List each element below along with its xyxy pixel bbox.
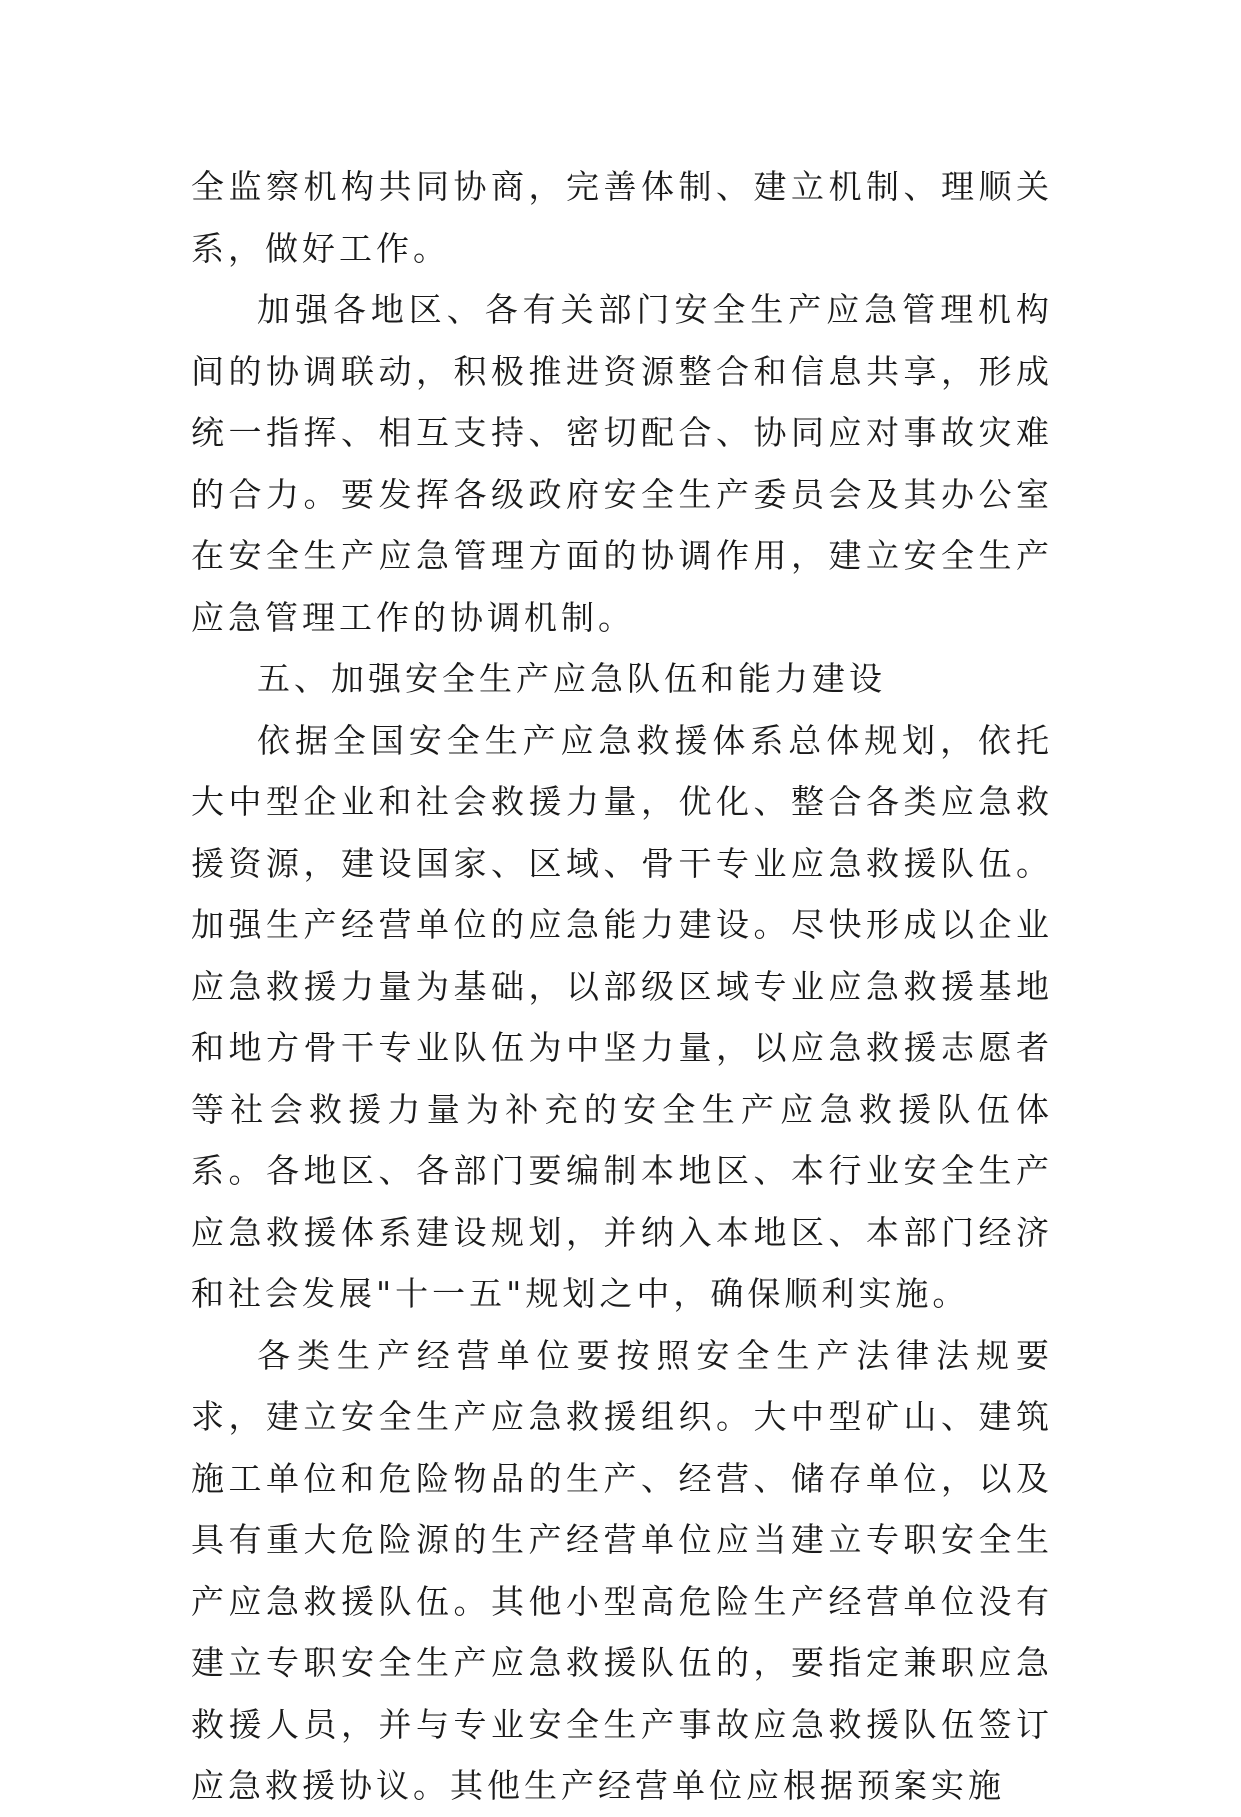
paragraph-continuation: 全监察机构共同协商，完善体制、建立机制、理顺关系，做好工作。 [191,167,1053,268]
paragraph-rescue-system: 依据全国安全生产应急救援体系总体规划，依托大中型企业和社会救援力量，优化、整合各类应急救援资源，建设国家、区域、骨干专业应急救援队伍。加强生产经营单位的应急能力建设。尽快形成以企业应急救援力量为基础，以部级区域专业应急救援基地和地方骨干专业队伍为中坚力量，以应急救援志愿者等社会救援力量为补充的安全生产应急救援队伍体系。各地区、各部门要编制本地区、本行业安全生产应急救援体系建设规划，并纳入本地区、本部门经济和社会发展"十一五"规划之中，确保顺利实施。 [191,720,1053,1313]
paragraph-coordination: 加强各地区、各有关部门安全生产应急管理机构间的协调联动，积极推进资源整合和信息共享，形成统一指挥、相互支持、密切配合、协同应对事故灾难的合力。要发挥各级政府安全生产委员会及其办公室在安全生产应急管理方面的协调作用，建立安全生产应急管理工作的协调机制。 [191,290,1053,637]
section-heading: 五、加强安全生产应急队伍和能力建设 [257,659,886,698]
document-body [191,156,1053,1817]
paragraph-enterprise-rescue: 各类生产经营单位要按照安全生产法律法规要求，建立安全生产应急救援组织。大中型矿山、建筑施工单位和危险物品的生产、经营、储存单位，以及具有重大危险源的生产经营单位应当建立专职安全生产应急救援队伍。其他小型高危险生产经营单位没有建立专职安全生产应急救援队伍的，要指定兼职应急救援人员，并与专业安全生产事故应急救援队伍签订应急救援协议。其他生产经营单位应根据预案实施 [191,1335,1053,1805]
